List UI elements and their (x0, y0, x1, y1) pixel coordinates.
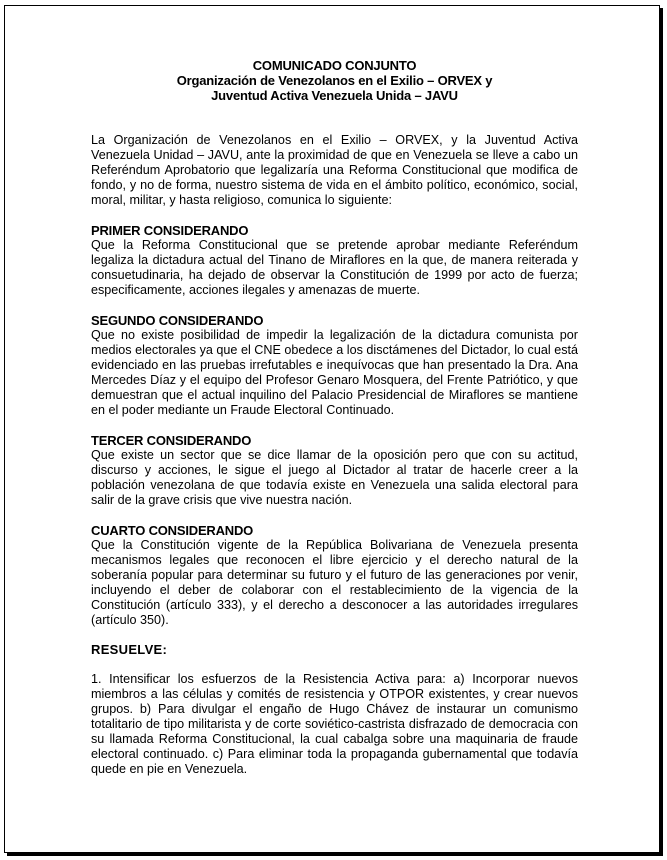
section-tercer-considerando (91, 433, 578, 508)
title-line-3: Juventud Activa Venezuela Unida – JAVU (211, 88, 458, 103)
document-content (91, 58, 578, 777)
section-cuarto-considerando (91, 523, 578, 628)
title-line-2: Organización de Venezolanos en el Exilio – ORVEX y (176, 73, 493, 88)
section-heading: PRIMER CONSIDERANDO (91, 223, 249, 238)
section-heading: SEGUNDO CONSIDERANDO (91, 313, 264, 328)
section-segundo-considerando (91, 313, 578, 418)
document-page (4, 5, 660, 853)
intro-paragraph: La Organización de Venezolanos en el Exilio – ORVEX, y la Juventud Activa Venezuela Unidad – JAVU, ante la proximidad de que en Venezuela se lleve a cabo un Referéndum Aprobatorio que legalizaría una Reforma Constitucional que modifica de fondo, y no de forma, nuestro sistema de vida en el ámbito político, económico, social, moral, militar, y hasta religioso, comunica lo siguiente: (91, 133, 578, 207)
section-body: Que la Constitución vigente de la República Bolivariana de Venezuela presenta mecanismos legales que reconocen el libre ejercicio y el derecho natural de la soberanía popular para determinar su futuro y el futuro de las generaciones por venir, incluyendo el deber de colaborar con el restablecimiento de la vigencia de la Constitución (artículo 333), y el derecho a desconocer a las autoridades irregulares (artículo 350). (91, 538, 578, 627)
resolve-heading: RESUELVE: (91, 642, 168, 657)
document-title (91, 58, 578, 103)
section-body: Que la Reforma Constitucional que se pretende aprobar mediante Referéndum legaliza la dictadura actual del Tinano de Miraflores en la que, de manera reiterada y consuetudinaria, ha dejado de observar la Constitución de 1999 por acto de fuerza; especificamente, acciones ilegales y amenazas de muerte. (91, 238, 578, 297)
section-primer-considerando (91, 223, 578, 298)
section-heading: TERCER CONSIDERANDO (91, 433, 252, 448)
title-line-1: COMUNICADO CONJUNTO (252, 58, 417, 73)
section-body: Que no existe posibilidad de impedir la legalización de la dictadura comunista por medios electorales ya que el CNE obedece a los disctámenes del Dictador, lo cual está evidenciado en las pruebas irrefutables e inequívocas que han presentado la Dra. Ana Mercedes Díaz y el equipo del Profesor Genaro Mosquera, del Frente Patriótico, y que demuestran que el actual inquilino del Palacio Presidencial de Miraflores se mantiene en el poder mediante un Fraude Electoral Continuado. (91, 328, 578, 417)
resolve-body: 1. Intensificar los esfuerzos de la Resistencia Activa para: a) Incorporar nuevos miembros a las células y comités de resistencia y OTPOR existentes, y crear nuevos grupos. b) Para divulgar el engaño de Hugo Chávez de instaurar un comunismo totalitario de tipo militarista y de corte soviético-castrista disfrazado de democracia con su llamada Reforma Constitucional, la cual cabalga sobre una maquinaria de fraude electoral continuado. c) Para eliminar toda la propaganda gubernamental que todavía quede en pie en Venezuela. (91, 672, 578, 776)
section-body: Que existe un sector que se dice llamar de la oposición pero que con su actitud, discurso y acciones, le sigue el juego al Dictador al tratar de hacerle creer a la población venezolana de que todavía existe en Venezuela una salida electoral para salir de la grave crisis que vive nuestra nación. (91, 448, 578, 507)
section-heading: CUARTO CONSIDERANDO (91, 523, 254, 538)
